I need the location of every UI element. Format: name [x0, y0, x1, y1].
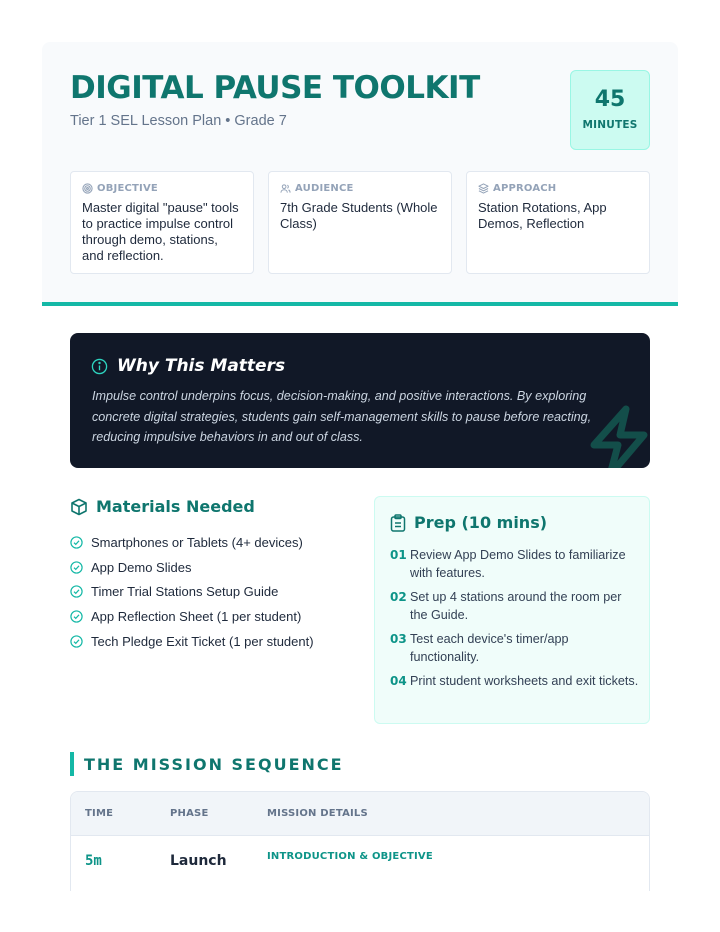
- layers-icon: [478, 183, 489, 194]
- header: [42, 42, 678, 306]
- section-accent-bar: [70, 752, 74, 776]
- objective-text: Master digital "pause" tools to practice impulse control through demo, stations, and reflection.: [82, 200, 239, 263]
- sequence-title: THE MISSION SEQUENCE: [84, 755, 344, 774]
- column-header-phase: PHASE: [170, 808, 209, 819]
- mission-table: [70, 791, 650, 891]
- check-circle-icon: [70, 536, 83, 549]
- duration-unit: MINUTES: [582, 119, 638, 131]
- approach-text: Station Rotations, App Demos, Reflection: [478, 200, 607, 231]
- check-circle-icon: [70, 561, 83, 574]
- clipboard-icon: [390, 514, 406, 532]
- page-subtitle: Tier 1 SEL Lesson Plan • Grade 7: [70, 113, 287, 129]
- prep-panel: [374, 496, 650, 724]
- why-body: Impulse control underpins focus, decision-making, and positive interactions. By exploring concrete digital strategies, students gain self-management skills to pause before reacting, reducing impulsive behaviors in and out of class.: [92, 389, 592, 444]
- list-item: 03 Test each device's timer/app functionality.: [390, 632, 569, 664]
- list-item: Timer Trial Stations Setup Guide: [70, 580, 314, 605]
- approach-label: APPROACH: [493, 183, 557, 194]
- materials-header: [70, 497, 255, 516]
- box-icon: [70, 498, 88, 516]
- list-item: App Reflection Sheet (1 per student): [70, 604, 314, 629]
- table-header: [71, 792, 649, 836]
- objective-label: OBJECTIVE: [97, 183, 158, 194]
- prep-title: Prep (10 mins): [414, 513, 548, 532]
- check-circle-icon: [70, 635, 83, 648]
- list-item: 02 Set up 4 stations around the room per the Guide.: [390, 590, 622, 622]
- row-phase: Launch: [170, 853, 227, 869]
- check-circle-icon: [70, 585, 83, 598]
- materials-title: Materials Needed: [96, 497, 255, 516]
- why-this-matters-panel: [70, 333, 650, 468]
- table-row: [71, 836, 649, 891]
- users-icon: [280, 183, 291, 194]
- prep-header: [390, 513, 547, 532]
- page-title: DIGITAL PAUSE TOOLKIT: [70, 70, 480, 106]
- row-time: 5m: [85, 853, 102, 869]
- approach-card: [466, 171, 650, 274]
- list-item: App Demo Slides: [70, 555, 314, 580]
- lightning-bolt-icon: [586, 405, 650, 468]
- objective-card: [70, 171, 254, 274]
- prep-steps: [390, 547, 640, 698]
- why-title: Why This Matters: [117, 356, 286, 376]
- column-header-time: TIME: [85, 808, 114, 819]
- list-item: 01 Review App Demo Slides to familiarize with features.: [390, 548, 626, 580]
- audience-card: [268, 171, 452, 274]
- duration-badge: [570, 70, 650, 150]
- audience-text: 7th Grade Students (Whole Class): [280, 200, 438, 231]
- audience-label: AUDIENCE: [295, 183, 354, 194]
- info-icon: [91, 358, 108, 375]
- list-item: 04 Print student worksheets and exit tickets.: [390, 674, 639, 688]
- target-icon: [82, 183, 93, 194]
- duration-value: 45: [594, 87, 626, 112]
- check-circle-icon: [70, 610, 83, 623]
- materials-list: [70, 530, 314, 654]
- column-header-details: MISSION DETAILS: [267, 808, 368, 819]
- list-item: Tech Pledge Exit Ticket (1 per student): [70, 629, 314, 654]
- list-item: Smartphones or Tablets (4+ devices): [70, 530, 314, 555]
- row-detail: INTRODUCTION & OBJECTIVE: [267, 851, 433, 862]
